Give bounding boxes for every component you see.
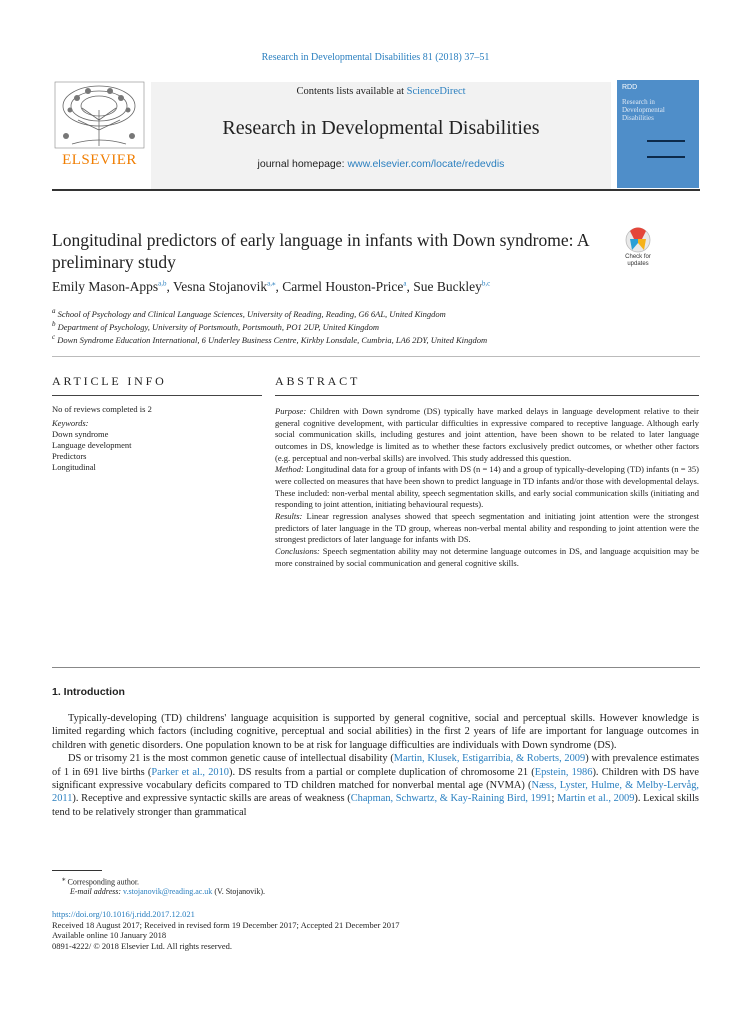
abstract-rule: [275, 395, 699, 396]
citation-link[interactable]: Epstein, 1986: [534, 766, 593, 778]
abstract-purpose: [275, 406, 699, 464]
abstract-text: Children with Down syndrome (DS) typically have marked delays in language development relative to their general cognitive development, with particular difficulties in expressive compared to receptive language. Although early social communication skills, including gestures and joint attention, have been shown to be related to later language outcomes in DS, knowledge is limited as to whether these factors exclusively predict outcomes, or whether other factors (e.g. perceptual and non-verbal skills) are involved. This study addressed this question.: [275, 406, 699, 463]
abstract-conclusions: [275, 546, 699, 569]
abstract-text: Speech segmentation ability may not determine language outcomes in DS, and language acquisition may be more constrained by social communication and general cognitive skills.: [275, 545, 699, 568]
author-name[interactable]: Emily Mason-Apps: [52, 279, 159, 294]
homepage-prefix: journal homepage:: [257, 158, 348, 170]
journal-citation[interactable]: Research in Developmental Disabilities 81 (2018) 37–51: [261, 52, 490, 63]
affiliation: [52, 307, 692, 319]
cover-journal-title: Research in Developmental Disabilities: [622, 98, 665, 122]
corresponding-mark: ⁎: [62, 875, 66, 883]
citation-link[interactable]: Martin et al., 2009: [557, 793, 635, 805]
reviews-count: No of reviews completed is 2: [52, 404, 152, 414]
available-online: Available online 10 January 2018: [52, 930, 167, 941]
affiliation-marker: b: [52, 320, 56, 328]
intro-text: ). Lexical skills tend to be relatively stronger than grammatical: [52, 793, 699, 818]
affiliation-text: Down Syndrome Education International, 6 Underley Business Centre, Kirkby Lonsdale, Cumbria, LA6 2DY, United Kingdom: [57, 334, 488, 345]
abstract-results: [275, 511, 699, 546]
check-for-updates-badge[interactable]: [619, 226, 657, 270]
cover-logo-mark: RDD: [622, 84, 638, 91]
intro-text: ). DS results from a partial or complete duplication of chromosome 21 (: [229, 766, 535, 778]
paper-title: Longitudinal predictors of early language in infants with Down syndrome: A preliminary study: [52, 230, 589, 272]
copyright-line: 0891-4222/ © 2018 Elsevier Ltd. All rights reserved.: [52, 940, 232, 951]
intro-text: ;: [551, 793, 558, 805]
author-name[interactable]: Vesna Stojanovik: [173, 279, 268, 294]
abstract-text: Longitudinal data for a group of infants with DS (n = 14) and a group of typically-developing (TD) infants (n = 35) were collected on measures that have been shown to predict language in TD infants and/or those with developmental delays. These included: non-verbal mental ability, speech segmentation skills, and early social communication skills (initiating and responding to joint attention, initiating behavioural requests).: [275, 464, 699, 510]
introduction-body: [52, 712, 699, 819]
abstract-label: Conclusions:: [275, 545, 320, 556]
cover-bar: [647, 156, 685, 158]
intro-paragraph: Typically-developing (TD) childrens' language acquisition is supported by general cognitive, social and perceptual skills. However knowledge is limited regarding which factors (including cognitive, perceptual and social abilities) in the first 2 years of life are important for language outcomes in children with genetic disorders. One population known to be at risk for language difficulties are individuals with Down syndrome (DS).: [52, 713, 699, 751]
affiliation-marker: c: [52, 333, 56, 341]
email-suffix: (V. Stojanovik).: [212, 887, 266, 896]
corresponding-text: Corresponding author.: [67, 877, 140, 887]
email-note: [70, 887, 265, 896]
intro-text: ). Children with DS have significant expressive vocabulary deficits compared to TD children matched for nonverbal mental age (NVMA) (: [52, 766, 699, 792]
abstract-text: Linear regression analyses showed that speech segmentation and initiating joint attention were the strongest predictors of later language in the TD group, whereas non-verbal mental ability and responding to joint attention were the strongest predictors of later language for infants with DS.: [275, 510, 699, 545]
article-info-heading: ARTICLE INFO: [52, 374, 167, 388]
abstract-label: Method:: [275, 464, 304, 475]
author-name[interactable]: Carmel Houston-Price: [282, 279, 404, 294]
cover-bar: [647, 140, 685, 142]
contents-prefix: Contents lists available at: [296, 86, 407, 97]
abstract-heading: ABSTRACT: [275, 374, 361, 388]
citation-link[interactable]: Martin, Klusek, Estigarribia, & Roberts, 2009: [393, 753, 586, 765]
author-list: [52, 279, 692, 295]
citation-link[interactable]: Næss, Lyster, Hulme, & Melby-Lervåg, 2011: [52, 780, 700, 805]
intro-text: DS or trisomy 21 is the most common genetic cause of intellectual disability (: [68, 753, 394, 765]
intro-text: ) with prevalence estimates of 1 in 691 live births (: [52, 753, 699, 778]
sciencedirect-link[interactable]: ScienceDirect: [406, 86, 466, 97]
doi-link[interactable]: https://doi.org/10.1016/j.ridd.2017.12.021: [52, 909, 195, 919]
divider: [52, 667, 700, 668]
journal-homepage-link[interactable]: www.elsevier.com/locate/redevdis: [347, 158, 505, 170]
email-link[interactable]: v.stojanovik@reading.ac.uk: [123, 887, 213, 896]
header-rule: [52, 189, 700, 191]
footnote-rule: [52, 870, 102, 871]
author-affiliation-marker[interactable]: a,⁎: [267, 279, 276, 288]
publication-info: [52, 909, 399, 951]
author-affiliation-marker[interactable]: a,b: [158, 279, 167, 288]
article-info-rule: [52, 395, 262, 396]
affiliation-text: School of Psychology and Clinical Language Sciences, University of Reading, Reading, G6 6AL, United Kingdom: [57, 308, 446, 319]
keywords-label: Keywords:: [52, 418, 89, 428]
affiliation-marker: a: [52, 307, 56, 315]
abstract-label: Results:: [275, 510, 303, 521]
author-separator: ,: [166, 279, 173, 294]
keyword: Down syndrome: [52, 429, 109, 439]
intro-paragraph: [52, 752, 699, 819]
abstract-label: Purpose:: [275, 406, 307, 416]
author-separator: ,: [406, 279, 414, 294]
received-dates: Received 18 August 2017; Received in revised form 19 December 2017; Accepted 21 December 2017: [52, 919, 400, 930]
affiliation-text: Department of Psychology, University of Portsmouth, Portsmouth, PO1 2UP, United Kingdom: [57, 321, 380, 332]
corresponding-author-note: [62, 875, 139, 887]
journal-cover-thumbnail[interactable]: [617, 80, 699, 188]
contents-line: [151, 86, 611, 97]
abstract-body: [275, 406, 699, 569]
keyword: Longitudinal: [52, 462, 96, 472]
email-label: E-mail address:: [70, 887, 122, 896]
crossmark-icon: [619, 226, 657, 254]
abstract-method: [275, 464, 699, 511]
crossmark-label: Check for updates: [625, 254, 651, 267]
affiliation: [52, 333, 692, 345]
author-affiliation-marker[interactable]: b,c: [481, 279, 491, 288]
keyword: Predictors: [52, 451, 87, 461]
author-name[interactable]: Sue Buckley: [413, 279, 482, 294]
section-heading-introduction: 1. Introduction: [52, 686, 125, 698]
divider: [52, 356, 700, 357]
author-separator: ,: [275, 279, 283, 294]
intro-text: ). Receptive and expressive syntactic skills are areas of weakness (: [72, 793, 351, 805]
journal-homepage-line: [151, 158, 611, 170]
elsevier-wordmark: ELSEVIER: [62, 152, 137, 168]
journal-title: Research in Developmental Disabilities: [222, 117, 540, 139]
author-affiliation-marker[interactable]: a: [403, 279, 407, 288]
affiliation: [52, 320, 692, 332]
citation-link[interactable]: Parker et al., 2010: [151, 766, 229, 778]
citation-link[interactable]: Chapman, Schwartz, & Kay-Raining Bird, 1991: [350, 793, 552, 805]
keyword: Language development: [52, 440, 132, 450]
